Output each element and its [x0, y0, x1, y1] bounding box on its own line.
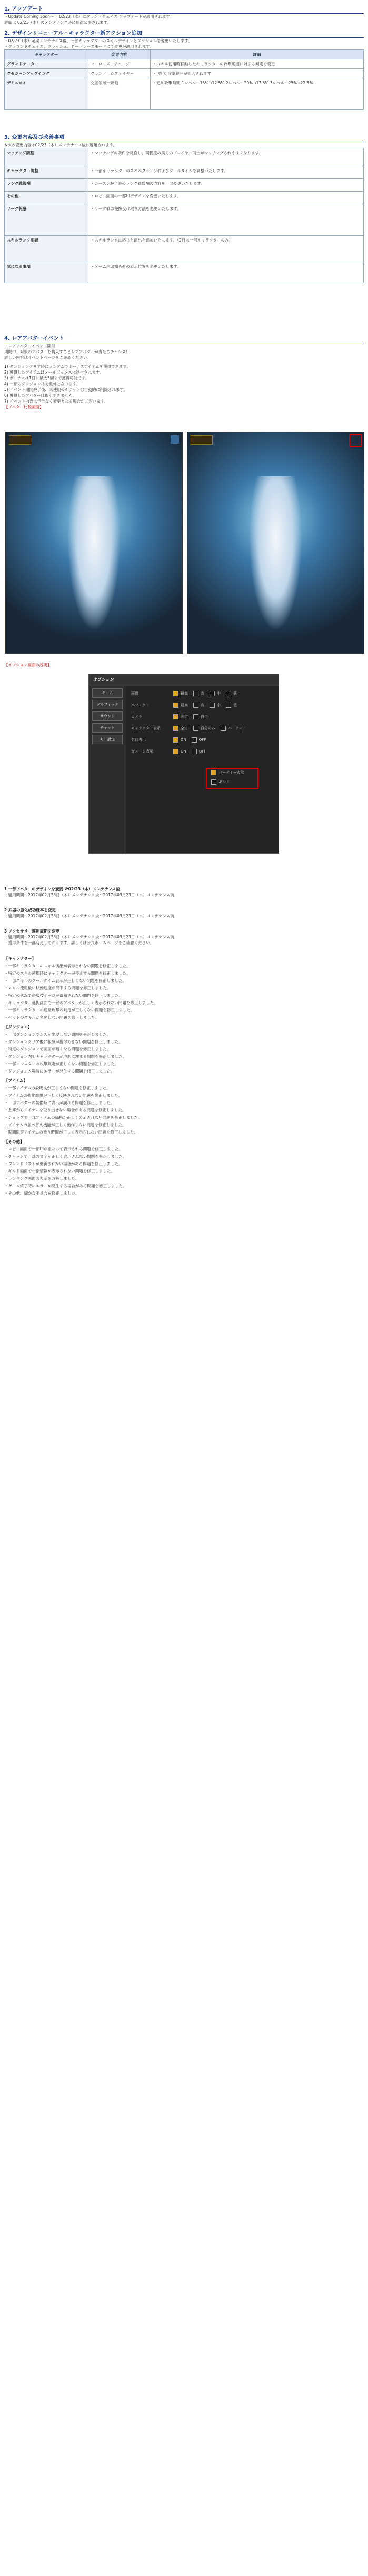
table-row: [5, 236, 364, 262]
table-cell: ランク戦報酬: [5, 179, 88, 192]
change-numbered: 1 一部アバターのデザインを変更 ※02/23（木）メンテナンス後: [4, 887, 120, 891]
table-row: [5, 262, 364, 283]
change-bullet: ・一部アイテムの説明文が正しくない問題を修正しました。: [4, 1086, 111, 1090]
option-item: 全て: [181, 726, 188, 730]
design-section: [4, 27, 364, 110]
changes-intro: ※次の変更内容は02/23（木）メンテナンス後に適用されます。: [4, 143, 117, 147]
option-item: ON: [181, 749, 186, 754]
table-header: 詳細: [151, 50, 364, 59]
side-button-keys[interactable]: キー設定: [92, 735, 123, 744]
highlight-group: [206, 768, 258, 787]
table-cell: リーグ報酬: [5, 204, 88, 236]
table-cell: グランド一斉ファイヤー: [88, 69, 151, 78]
change-bullet: 【ダンジョン】: [4, 1025, 32, 1029]
checkbox[interactable]: [226, 691, 231, 696]
change-bullet: ・特定のスキル使用時にキャラクターが停止する問題を修正しました。: [4, 971, 131, 976]
option-item: 低: [233, 691, 237, 696]
event-line: ・レアアバターイベント開催！: [4, 344, 59, 348]
event-line: 期間中、対象のアバターを購入するとレアアバターが当たるチャンス！: [4, 349, 130, 354]
option-label: キャラクター表示: [131, 726, 161, 730]
change-bullet: ・特定のダンジョンで画面が暗くなる問題を修正しました。: [4, 1047, 111, 1051]
checkbox[interactable]: [173, 691, 178, 696]
table-cell: ・シーズン終了時のランク戦報酬の内容を一部変更いたします。: [88, 179, 364, 192]
option-item: 低: [233, 703, 237, 707]
checkbox[interactable]: [226, 703, 231, 708]
design-line: ・02/23（木）定期メンテナンス後、一部キャラクターのスキルデザインとアクションを変更いたします。: [4, 38, 192, 43]
table-cell: ・マッチングの条件を見直し、同程度の実力のプレイヤー同士がマッチングされやすくなります。: [88, 148, 364, 166]
event-line: 6) 獲得したアバターは取引できません。: [4, 393, 77, 398]
change-bullet: ・倉庫からアイテムを取り出せない場合がある問題を修正しました。: [4, 1108, 126, 1112]
change-numbered: ・獲得条件を一部変更しております。詳しくは公式ホームページをご確認ください。: [4, 940, 154, 945]
highlight-box: [206, 768, 258, 789]
change-bullet: ・一部アバターの装備時に表示が崩れる問題を修正しました。: [4, 1100, 115, 1105]
table-row: [5, 69, 364, 78]
checkbox[interactable]: [193, 714, 198, 719]
options-panel: [88, 674, 279, 854]
table-row: [5, 204, 364, 236]
checkbox[interactable]: [173, 714, 178, 719]
table-cell: ・スキル使用時移動したキャラクターの攻撃範囲に対する判定を変更: [151, 59, 364, 69]
event-caption: 【アバター比較画面】: [4, 405, 44, 409]
option-item: 自由: [201, 715, 208, 719]
checkbox[interactable]: [173, 726, 178, 731]
change-numbered: ・適用期間：2017年02月23日（木）メンテナンス後〜2017年03月23日（木）メンテナンス前: [4, 914, 174, 918]
table-row: [5, 166, 364, 179]
option-row: [127, 688, 276, 699]
option-label: エフェクト: [131, 703, 150, 707]
table-cell: ・追加攻撃時間 1レベル：15%→12.5% 2レベル：20%→17.5% 3レベル：25%→22.5%: [151, 78, 364, 110]
change-bullet: ・フレンドリストが更新されない場合がある問題を修正しました。: [4, 1161, 123, 1166]
change-bullet: ・一部ダンジョンでボスが出現しない問題を修正しました。: [4, 1032, 111, 1037]
change-numbered: ・適用期間：2017年02月23日（木）メンテナンス後〜2017年03月23日（木）メンテナンス前: [4, 935, 174, 939]
change-bullet: ・その他、細かな不具合を修正しました。: [4, 1191, 79, 1196]
table-row: [5, 179, 364, 192]
table-cell: スキルランク別課: [5, 236, 88, 262]
highlight-box: [349, 434, 362, 447]
checkbox[interactable]: [193, 703, 198, 708]
option-item: パーティー表示: [218, 770, 244, 775]
character-image: [249, 476, 302, 631]
event-line: 5) イベント期間終了後、未使用のチケットは自動的に削除されます。: [4, 387, 127, 392]
table-cell: キャラクター調整: [5, 166, 88, 179]
design-table: [4, 49, 364, 110]
change-bullet: ・ギルド画面で一部情報が表示されない問題を修正しました。: [4, 1169, 115, 1174]
option-row: [127, 723, 276, 734]
table-cell: ・[強化]攻撃範囲が拡大されます: [151, 69, 364, 78]
table-cell: その他: [5, 192, 88, 204]
change-bullet: ・一部キャラクターの通常攻撃の判定が正しくない問題を修正しました。: [4, 1008, 135, 1013]
change-bullet: ・ダンジョンクリア後に報酬が獲得できない問題を修正しました。: [4, 1039, 123, 1044]
side-button-game[interactable]: ゲーム: [92, 688, 123, 698]
change-bullet: ・スキル使用後に移動速度が低下する問題を修正しました。: [4, 986, 111, 990]
checkbox[interactable]: [193, 691, 198, 696]
table-cell: ・一部キャラクターのスキルダメージおよびクールタイムを調整いたします。: [88, 166, 364, 179]
design-title: 2. デザインリニューアル・キャラクター新アクション追加: [4, 27, 364, 38]
option-label: 名前表示: [131, 738, 146, 742]
option-item: OFF: [198, 749, 206, 754]
option-caption-section: [4, 662, 364, 668]
table-cell: デミニオイ: [5, 78, 88, 110]
change-bullet: ・ペットのスキルが発動しない問題を修正しました。: [4, 1015, 99, 1020]
option-label: 画質: [131, 691, 138, 696]
checkbox[interactable]: [193, 726, 198, 731]
change-numbered: 2 武器の強化成功確率を変更: [4, 908, 56, 913]
option-item: 中: [217, 691, 221, 696]
checkbox[interactable]: [221, 726, 226, 731]
checkbox[interactable]: [173, 737, 178, 743]
changes-table: [4, 148, 364, 283]
change-bullet: ・キャラクター選択画面で一部のアバターが正しく表示されない問題を修正しました。: [4, 1000, 158, 1005]
side-button-sound[interactable]: サウンド: [92, 711, 123, 721]
option-item: ON: [181, 738, 186, 742]
hud-badge: [191, 435, 213, 445]
changes-title: 3. 変更内容及び改善事項: [4, 132, 364, 142]
change-numbered: ・適用期間：2017年02月23日（木）メンテナンス後〜2017年03月23日（木）メンテナンス前: [4, 893, 174, 897]
menu-icon: [171, 435, 179, 444]
character-image: [67, 476, 121, 631]
option-item: 最高: [181, 703, 188, 707]
checkbox[interactable]: [173, 703, 178, 708]
event-title: 4. レアアバターイベント: [4, 333, 364, 343]
option-item: 高: [201, 691, 204, 696]
change-bullet: ・ダンジョン入場時にエラーが発生する問題を修正しました。: [4, 1069, 115, 1074]
checkbox[interactable]: [210, 691, 215, 696]
option-item: パーティー: [228, 726, 246, 730]
update-line: ・Update Coming Soon〜！ 02/23（木）にグランドチェイス アップデートが適用されます！: [4, 14, 174, 19]
change-bullet: 【アイテム】: [4, 1078, 27, 1083]
checkbox[interactable]: [192, 737, 197, 743]
table-cell: 交差領域一斉砲: [88, 78, 151, 110]
option-item: 中: [217, 703, 221, 707]
hud-badge: [9, 435, 31, 445]
change-numbered: 3 アクセサリー運用周期を変更: [4, 929, 60, 934]
change-bullet: ・特定の状況で必殺技ゲージが蓄積されない問題を修正しました。: [4, 993, 123, 998]
table-cell: マッチング調整: [5, 148, 88, 166]
option-label: ダメージ表示: [131, 749, 153, 754]
update-line: 詳細は 02/23（木）のメンテナンス時に順次公開されます。: [4, 20, 111, 25]
change-bullet: ・一部モンスターの攻撃判定が正しくない問題を修正しました。: [4, 1061, 119, 1066]
table-cell: ・リーグ戦の報酬受け取り方法を変更いたします。: [88, 204, 364, 236]
table-header: キャラクター: [5, 50, 88, 59]
option-item: 固定: [181, 715, 188, 719]
table-row: [5, 78, 364, 110]
change-bullet: ・ランキング画面の表示を改善しました。: [4, 1176, 79, 1181]
option-item: ギルド: [218, 780, 230, 784]
table-row: [5, 59, 364, 69]
update-section: [4, 3, 364, 25]
option-row: [127, 699, 276, 711]
event-line: 2) 獲得したアイテムはメールボックスに送付されます。: [4, 370, 104, 375]
game-screenshot-right: [187, 432, 364, 654]
option-caption: 【オプション画面の説明】: [4, 663, 52, 667]
event-line: 7) イベント内容は予告なく変更となる場合がございます。: [4, 399, 108, 404]
event-line: 詳しい内容はイベントページをご確認ください。: [4, 355, 91, 360]
game-screenshot-left: [5, 432, 183, 654]
change-bullet: 【キャラクター】: [4, 956, 36, 961]
event-line: 1) ダンジョンクリア時にランダムでボーナスアイテムを獲得できます。: [4, 364, 131, 369]
change-list-section: [4, 884, 364, 1197]
checkbox[interactable]: [192, 749, 197, 754]
table-row: [5, 148, 364, 166]
design-line: ・グラウンドチェイス、クラッシュ、ロードレースモードにて変更が適用されます。: [4, 44, 154, 49]
option-item: 自分のみ: [201, 726, 215, 730]
change-bullet: ・一部キャラクターのスキル演出が表示されない問題を修正しました。: [4, 964, 131, 968]
change-bullets: [4, 955, 364, 1197]
option-label: カメラ: [131, 715, 142, 719]
table-cell: ・スキルランクに応じた演出を追加いたします。（2月は一部キャラクターのみ）: [88, 236, 364, 262]
option-row: [127, 734, 276, 746]
checkbox[interactable]: [173, 749, 178, 754]
change-bullet: ・期間限定アイテムの残り時間が正しく表示されない問題を修正しました。: [4, 1130, 138, 1135]
side-button-graphic[interactable]: グラフィック: [92, 700, 123, 709]
event-line: 3) ボーナスは1日に最大5回まで獲得可能です。: [4, 376, 89, 380]
option-item: 高: [201, 703, 204, 707]
table-cell: グランドチーター: [5, 59, 88, 69]
option-item: 最高: [181, 691, 188, 696]
options-sidebar: [89, 686, 126, 853]
event-line: 4) 一部のダンジョンは対象外となります。: [4, 382, 81, 386]
table-row: [5, 192, 364, 204]
table-header: 変更内容: [88, 50, 151, 59]
options-title: オプション: [89, 674, 279, 686]
checkbox[interactable]: [210, 703, 215, 708]
table-cell: 気になる事項: [5, 262, 88, 283]
update-title: 1. アップデート: [4, 3, 364, 14]
table-cell: クセジャンアップイング: [5, 69, 88, 78]
change-bullet: ・ダンジョン内でキャラクターが地形に埋まる問題を修正しました。: [4, 1054, 127, 1059]
change-bullet: ・ロビー画面で一部UIが重なって表示される問題を修正しました。: [4, 1147, 123, 1151]
option-row: [127, 711, 276, 723]
change-bullet: ・アイテムの並べ替え機能が正しく動作しない問題を修正しました。: [4, 1122, 126, 1127]
change-bullet: ・アイテムの強化結果が正しく反映されない問題を修正しました。: [4, 1093, 122, 1098]
change-bullet: ・ショップで一部アイテムの価格が正しく表示されない問題を修正しました。: [4, 1115, 142, 1120]
change-bullet: ・一部スキルのクールタイム表示が正しくない問題を修正しました。: [4, 978, 126, 983]
option-item: OFF: [198, 738, 206, 742]
options-body: [127, 688, 276, 787]
side-button-chat[interactable]: チャット: [92, 723, 123, 733]
option-row: [127, 746, 276, 757]
table-cell: ・ゲーム内お知らせの表示位置を変更いたします。: [88, 262, 364, 283]
changes-section: [4, 132, 364, 283]
table-cell: ・ロビー画面の一部UIデザインを変更いたします。: [88, 192, 364, 204]
event-section: [4, 333, 364, 410]
change-bullet: 【その他】: [4, 1139, 24, 1144]
table-cell: ヒーローズ・チャージ: [88, 59, 151, 69]
change-bullet: ・チャットで一部の文字が正しく表示されない問題を修正しました。: [4, 1154, 127, 1159]
change-bullet: ・ゲーム終了時にエラーが発生する場合がある問題を修正しました。: [4, 1184, 127, 1188]
